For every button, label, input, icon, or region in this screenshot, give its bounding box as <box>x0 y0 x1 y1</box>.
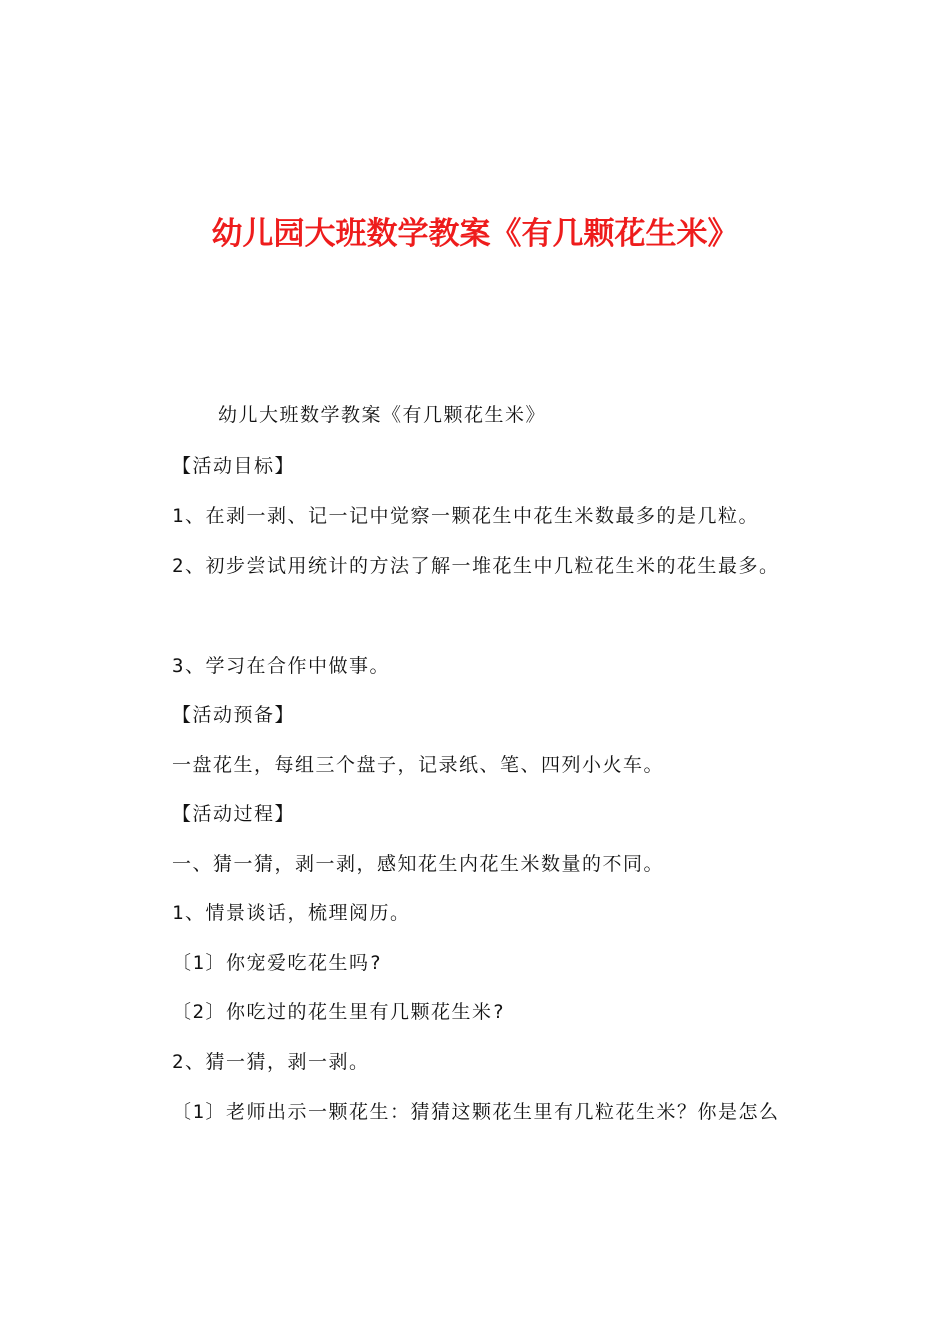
preparation-text: 一盘花生，每组三个盘子，记录纸、笔、四列小火车。 <box>172 754 665 776</box>
process-step-1: 一、猜一猜，剥一剥，感知花生内花生米数量的不同。 <box>172 853 665 875</box>
section-heading-preparation: 【活动预备】 <box>172 704 296 726</box>
goal-item-2: 2、初步尝试用统计的方法了解一堆花生中几粒花生米的花生最多。 <box>172 555 780 577</box>
question-1: 〔1〕你宠爱吃花生吗? <box>172 952 383 974</box>
subtitle-paragraph: 幼儿大班数学教案《有几颗花生米》 <box>218 404 547 426</box>
question-3: 〔1〕老师出示一颗花生：猜猜这颗花生里有几粒花生米？你是怎么 <box>172 1101 780 1123</box>
section-heading-process: 【活动过程】 <box>172 803 296 825</box>
process-substep-1: 1、情景谈话，梳理阅历。 <box>172 902 411 924</box>
goal-item-1: 1、在剥一剥、记一记中觉察一颗花生中花生米数最多的是几粒。 <box>172 505 759 527</box>
goal-item-3: 3、学习在合作中做事。 <box>172 655 390 677</box>
document-title: 幼儿园大班数学教案《有几颗花生米》 <box>211 216 739 252</box>
section-heading-goals: 【活动目标】 <box>172 455 296 477</box>
process-substep-2: 2、猜一猜，剥一剥。 <box>172 1051 370 1073</box>
question-2: 〔2〕你吃过的花生里有几颗花生米? <box>172 1001 506 1023</box>
